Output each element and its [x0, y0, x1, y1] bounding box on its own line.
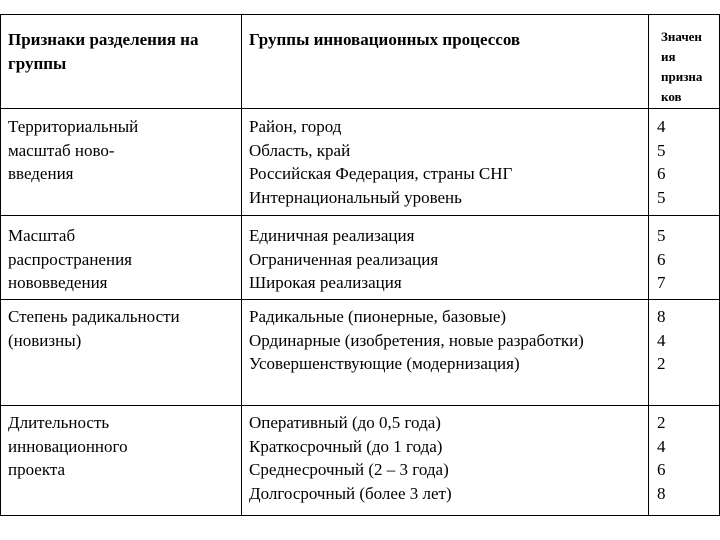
criterion-line: масштаб ново-: [8, 140, 115, 160]
criterion-line: Степень радикальности: [8, 307, 180, 326]
criterion-cell: [1, 216, 242, 300]
groups-cell: [242, 109, 649, 216]
value-item: 6: [657, 249, 666, 269]
value-item: 2: [657, 413, 666, 432]
values-cell: [649, 109, 720, 216]
group-item: Оперативный (до 0,5 года): [249, 413, 441, 432]
header-values-line: призна: [661, 69, 703, 84]
criterion-cell: [1, 406, 242, 516]
values-cell: [649, 406, 720, 516]
value-item: 8: [657, 307, 666, 326]
group-item: Усовершенствующие (модернизация): [249, 354, 520, 373]
value-item: 6: [657, 164, 666, 183]
groups-cell: [242, 300, 649, 406]
group-item: Радикальные (пионерные, базовые): [249, 307, 507, 326]
group-item: Ограниченная реализация: [249, 249, 439, 269]
value-item: 2: [657, 354, 666, 373]
groups-cell: [242, 406, 649, 516]
header-groups-label: Группы инновационных процессов: [249, 30, 521, 49]
criterion-line: нововведения: [8, 273, 108, 292]
value-item: 7: [657, 273, 666, 292]
group-item: Район, город: [249, 117, 342, 136]
header-values-line: ков: [661, 89, 682, 104]
group-item: Российская Федерация, страны СНГ: [249, 164, 513, 183]
criterion-cell: [1, 109, 242, 216]
value-item: 4: [657, 436, 666, 456]
criterion-line: проекта: [8, 460, 66, 479]
header-criterion: [1, 15, 242, 109]
table-row: [1, 109, 720, 216]
group-item: Единичная реализация: [249, 226, 415, 245]
group-item: Долгосрочный (более 3 лет): [249, 483, 452, 503]
values-cell: [649, 216, 720, 300]
table-row: [1, 216, 720, 300]
header-groups: [242, 15, 649, 109]
value-item: 5: [657, 140, 666, 160]
value-item: 4: [657, 117, 666, 136]
table-row: [1, 406, 720, 516]
group-item: Широкая реализация: [249, 273, 402, 292]
criterion-line: инновационного: [8, 436, 128, 456]
innovation-groups-table: [0, 14, 720, 516]
table-row: [1, 300, 720, 406]
criterion-line: введения: [8, 164, 74, 183]
value-item: 4: [657, 330, 666, 350]
header-values-line: ия: [661, 49, 676, 64]
value-item: 6: [657, 460, 666, 479]
header-criterion-label: Признаки разделения на группы: [8, 30, 199, 73]
group-item: Интернациональный уровень: [249, 187, 462, 207]
header-values: [649, 15, 720, 109]
group-item: Краткосрочный (до 1 года): [249, 436, 443, 456]
groups-cell: [242, 216, 649, 300]
value-item: 5: [657, 187, 666, 207]
group-item: Ординарные (изобретения, новые разработки): [249, 330, 584, 350]
criterion-line: Длительность: [8, 413, 110, 432]
value-item: 8: [657, 483, 666, 503]
criterion-line: Масштаб: [8, 226, 76, 245]
group-item: Область, край: [249, 140, 351, 160]
value-item: 5: [657, 226, 666, 245]
values-cell: [649, 300, 720, 406]
table-header-row: [1, 15, 720, 109]
group-item: Среднесрочный (2 – 3 года): [249, 460, 449, 479]
criterion-cell: [1, 300, 242, 406]
criterion-line: распространения: [8, 249, 132, 269]
criterion-line: Территориальный: [8, 117, 139, 136]
header-values-line: Значен: [661, 29, 702, 44]
criterion-line: (новизны): [8, 330, 82, 350]
